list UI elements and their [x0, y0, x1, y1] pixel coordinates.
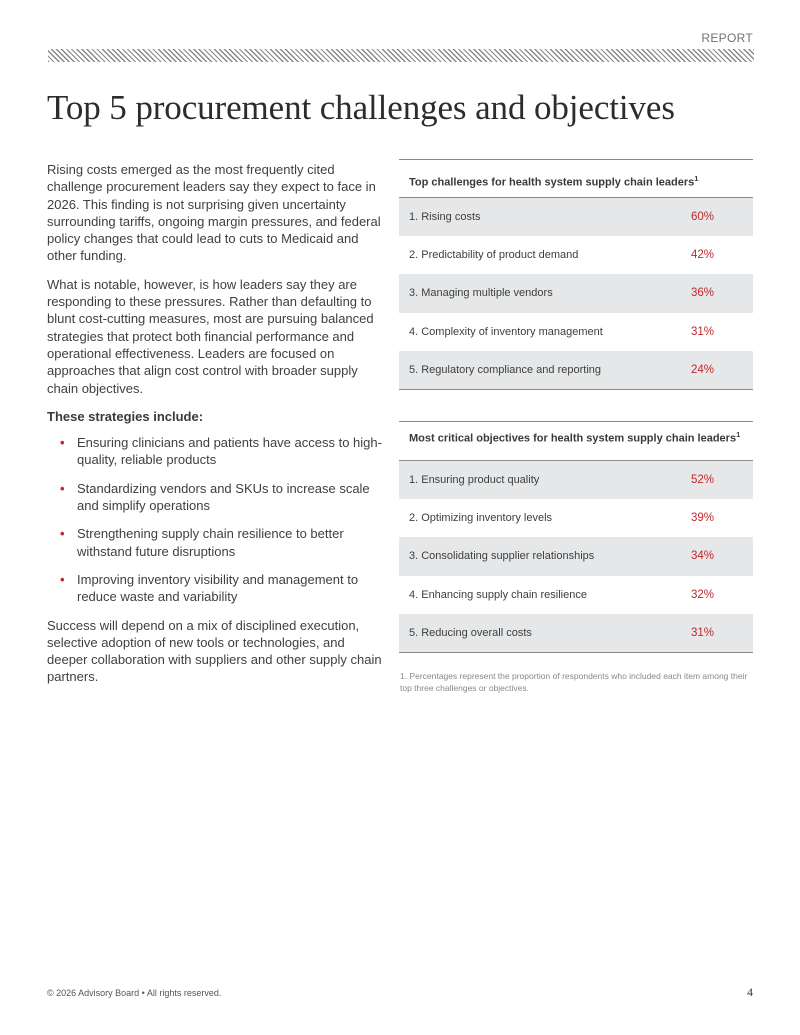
footnote-marker: 1	[694, 174, 699, 183]
table-row	[399, 576, 753, 614]
table-row	[399, 236, 753, 274]
bullet-icon: •	[60, 480, 65, 496]
objectives-table-title: Most critical objectives for health system supply chain leaders$^1$	[399, 422, 753, 461]
hatched-divider	[48, 49, 754, 62]
challenges-table-title: Top challenges for health system supply chain leaders$^1$	[399, 160, 753, 198]
table-row	[399, 313, 753, 351]
row-value: 24%	[691, 363, 715, 376]
footnote: 1. Percentages represent the proportion of respondents who included each item among their top three challenges or objectives.	[400, 670, 748, 693]
bullet-icon: •	[60, 526, 65, 542]
list-item	[60, 525, 382, 560]
row-value: 39%	[691, 512, 715, 525]
list-item-text: Ensuring clinicians and patients have access to high-quality, reliable products	[77, 435, 382, 468]
list-item	[60, 434, 382, 469]
list-item-text: Standardizing vendors and SKUs to increase scale and simplify operations	[77, 480, 370, 514]
table-row	[399, 537, 753, 575]
row-label: 2. Optimizing inventory levels	[409, 512, 553, 525]
strategies-heading: These strategies include:	[47, 408, 204, 424]
objectives-table	[399, 421, 753, 653]
row-label: 3. Consolidating supplier relationships	[409, 550, 595, 563]
row-value: 31%	[691, 325, 715, 338]
row-label: 4. Complexity of inventory management	[409, 325, 603, 338]
intro-paragraph: Rising costs emerged as the most frequently cited challenge procurement leaders say they expect to face in 2026. This finding is not surprising given uncertainty surrounding tariffs, ongoing margin pressures, and federal policy changes that could lead to cuts to Medicaid and other funding.	[47, 162, 381, 264]
list-item	[60, 571, 382, 606]
table-row	[399, 198, 753, 236]
row-value: 52%	[691, 474, 715, 487]
row-value: 42%	[691, 249, 715, 262]
page-title: Top 5 procurement challenges and objectives	[47, 88, 675, 127]
list-item-text: Improving inventory visibility and management to reduce waste and variability	[77, 571, 359, 605]
page-number: 4	[747, 985, 753, 999]
list-item-text: Strengthening supply chain resilience to better withstand future disruptions	[77, 526, 344, 559]
bullet-icon: •	[60, 435, 65, 451]
row-value: 34%	[691, 550, 715, 563]
row-label: 5. Reducing overall costs	[409, 626, 532, 639]
row-label: 2. Predictability of product demand	[409, 249, 579, 262]
row-label: 3. Managing multiple vendors	[409, 287, 553, 300]
table-row	[399, 461, 753, 499]
table-row	[399, 614, 753, 652]
row-label: 5. Regulatory compliance and reporting	[409, 363, 602, 376]
table-row	[399, 274, 753, 312]
copyright: © 2026 Advisory Board • All rights reserved.	[47, 988, 222, 998]
row-value: 31%	[691, 626, 715, 639]
row-label: 1. Ensuring product quality	[409, 474, 540, 487]
tables-column	[399, 159, 753, 694]
table-row	[399, 351, 753, 389]
row-value: 32%	[691, 588, 715, 601]
body-text	[47, 161, 382, 697]
challenges-table	[399, 159, 753, 390]
table-row	[399, 499, 753, 537]
response-paragraph: What is notable, however, is how leaders say they are responding to these pressures. Rather than defaulting to blunt cost-cutting measures, most are pursuing balanced strategies that protect both financial performance and operational effectiveness. Leaders are focused on approaches that align cost control with broader supply chain objectives.	[47, 276, 374, 396]
strategies-list	[47, 434, 382, 605]
row-value: 60%	[691, 211, 715, 224]
row-label: 4. Enhancing supply chain resilience	[409, 588, 587, 601]
bullet-icon: •	[60, 571, 65, 587]
row-value: 36%	[691, 287, 715, 300]
row-label: 1. Rising costs	[409, 211, 481, 224]
report-label: REPORT	[701, 31, 753, 45]
list-item	[60, 480, 382, 515]
footnote-marker: 1	[736, 429, 741, 439]
closing-paragraph: Success will depend on a mix of disciplined execution, selective adoption of new tools or technologies, and deeper collaboration with suppliers and other supply chain partners.	[47, 617, 382, 685]
